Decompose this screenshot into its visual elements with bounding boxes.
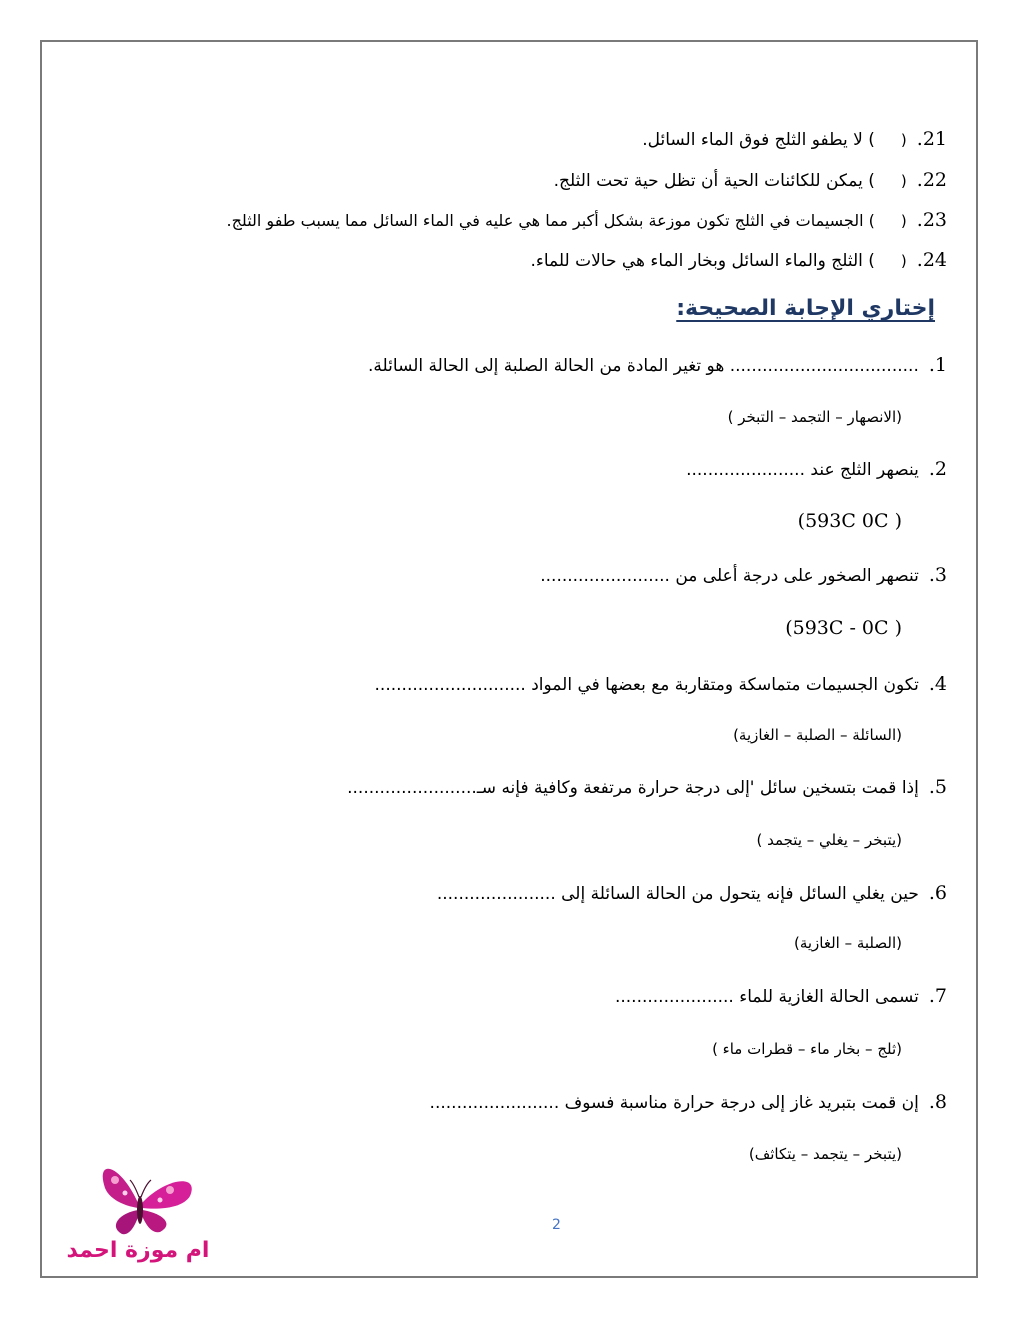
answer-blank: ......................	[436, 884, 556, 904]
mc-item-7	[615, 984, 947, 1009]
item-text: ) يمكن للكائنات الحية أن تظل حية تحت الثلج.	[553, 171, 875, 191]
item-text: ينصهر الثلج عند	[810, 460, 919, 480]
page-number: 2	[552, 1217, 561, 1233]
answer-paren: (	[900, 172, 907, 190]
item-text: ) الثلج والماء السائل وبخار الماء هي حالات للماء.	[530, 251, 875, 271]
item-text: حين يغلي السائل فإنه يتحول من الحالة السائلة إلى	[561, 884, 919, 904]
item-number: 6.	[928, 882, 947, 904]
tf-item-21	[642, 127, 947, 152]
item-number: 23.	[916, 209, 947, 231]
mc-options-4: (السائلة – الصلبة – الغازية)	[733, 726, 902, 744]
mc-options-7: (ثلج – بخار ماء – قطرات ماء )	[712, 1040, 902, 1058]
answer-blank: ........................	[540, 566, 670, 586]
item-text: ) لا يطفو الثلج فوق الماء السائل.	[642, 130, 875, 150]
butterfly-icon	[103, 1169, 192, 1235]
mc-item-4	[375, 672, 947, 697]
mc-options-1: (الانصهار – التجمد – التبخر )	[727, 408, 902, 426]
mc-options-5: (يتبخر – يغلي – يتجمد )	[756, 831, 902, 849]
item-number: 21.	[916, 128, 947, 150]
item-text: ) الجسيمات في الثلج تكون موزعة بشكل أكبر مما هي عليه في الماء السائل مما يسبب طفو الثلج.	[226, 211, 875, 230]
answer-paren: (	[900, 131, 907, 149]
mc-options-2: (593C 0C )	[797, 510, 902, 532]
item-text: تسمى الحالة الغازية للماء	[739, 987, 919, 1007]
mc-item-2	[686, 457, 947, 482]
item-number: 4.	[928, 673, 947, 695]
item-number: 24.	[916, 249, 947, 271]
answer-blank: ........................	[429, 1093, 560, 1113]
item-number: 2.	[928, 458, 947, 480]
item-number: 3.	[928, 564, 947, 586]
mc-options-6: (الصلبة – الغازية)	[793, 934, 902, 952]
item-text: هو تغير المادة من الحالة الصلبة إلى الحالة السائلة.	[368, 356, 725, 376]
item-number: 8.	[928, 1091, 947, 1113]
item-text: إن قمت بتبريد غاز إلى درجة حرارة مناسبة فسوف	[564, 1093, 919, 1113]
item-text: تنصهر الصخور على درجة أعلى من	[675, 566, 919, 586]
mc-item-3	[540, 563, 947, 588]
answer-paren: (	[900, 212, 907, 230]
logo-text: ام موزة احمد	[66, 1238, 210, 1263]
mc-options-3: (593C - 0C )	[785, 617, 902, 639]
tf-item-24	[530, 248, 947, 273]
mc-item-1	[368, 353, 947, 378]
mc-item-8	[430, 1090, 947, 1115]
item-text: تكون الجسيمات متماسكة ومتقاربة مع بعضها في المواد	[531, 675, 919, 695]
mc-item-6	[437, 881, 947, 906]
item-number: 1.	[928, 354, 947, 376]
answer-blank: ........................	[347, 778, 477, 798]
answer-blank: ......................	[686, 460, 805, 480]
section-heading: إختاري الإجابة الصحيحة:	[676, 296, 935, 321]
answer-blank: ............................	[374, 675, 526, 695]
tf-item-22	[554, 168, 947, 193]
answer-blank: ...................................	[729, 356, 919, 376]
item-number: 22.	[916, 169, 947, 191]
butterfly-logo	[50, 1158, 230, 1268]
answer-paren: (	[900, 252, 907, 270]
item-text: إذا قمت بتسخين سائل 'إلى درجة حرارة مرتفعة وكافية فإنه سـ	[476, 778, 919, 798]
answer-blank: ......................	[614, 987, 734, 1007]
tf-item-23	[226, 208, 947, 233]
item-number: 5.	[928, 776, 947, 798]
mc-options-8: (يتبخر – يتجمد – يتكاثف)	[748, 1145, 902, 1163]
item-number: 7.	[928, 985, 947, 1007]
mc-item-5	[347, 775, 947, 800]
